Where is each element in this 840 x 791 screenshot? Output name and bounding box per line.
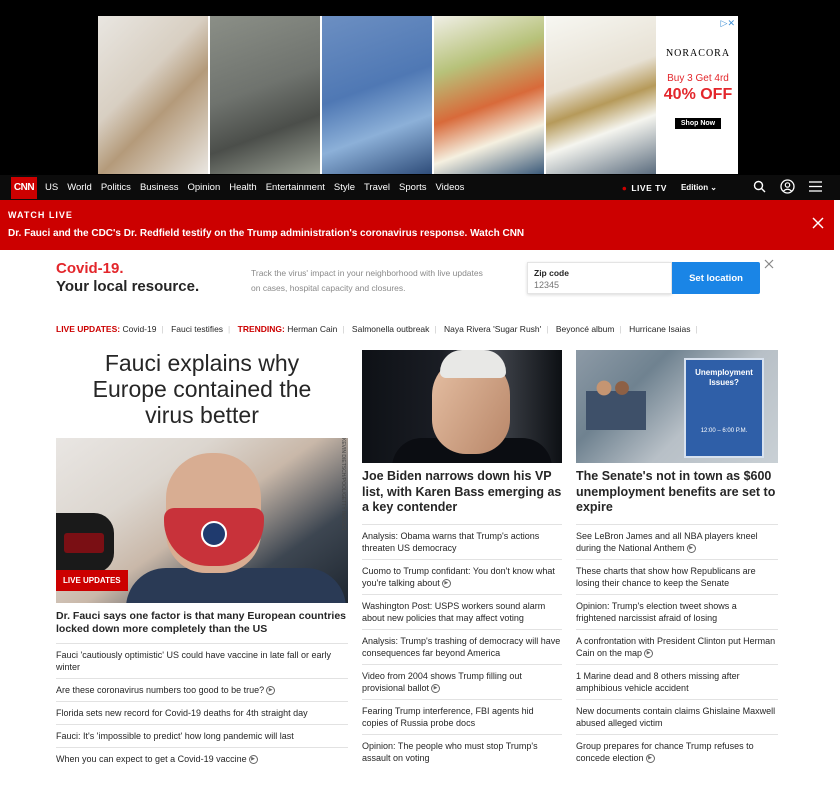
nav-links bbox=[45, 182, 473, 193]
nav-link-business[interactable]: Business bbox=[139, 182, 179, 193]
list-item[interactable] bbox=[362, 525, 562, 560]
video-play-icon: ▶ bbox=[646, 754, 655, 763]
nav-link-travel[interactable]: Travel bbox=[364, 182, 391, 193]
list-item-label[interactable]: These charts that show how Republicans are losing their chance to keep the Senate bbox=[576, 565, 756, 588]
sign-time: 12:00 – 6:00 P.M. bbox=[700, 428, 748, 434]
trending-link-fauci[interactable]: Fauci testifies bbox=[171, 324, 224, 334]
ad-deal: Buy 3 Get 4rd bbox=[667, 73, 729, 84]
story-headline[interactable]: Joe Biden narrows down his VP list, with Karen Bass emerging as a key contender bbox=[362, 469, 562, 525]
list-item-label[interactable]: Florida sets new record for Covid-19 deaths for 4th straight day bbox=[56, 708, 308, 718]
list-item-label[interactable]: See LeBron James and all NBA players kneel during the National Anthem bbox=[576, 530, 758, 553]
story-list bbox=[576, 525, 778, 769]
trending-link-cain[interactable]: Herman Cain bbox=[287, 324, 338, 334]
list-item-label[interactable]: Analysis: Trump's trashing of democracy will have consequences far beyond America bbox=[362, 635, 561, 658]
cnn-logo[interactable]: CNN bbox=[11, 177, 37, 199]
list-item-label[interactable]: Fearing Trump interference, FBI agents hid copies of Russia probe docs bbox=[362, 705, 534, 728]
live-updates-label: LIVE UPDATES: bbox=[56, 324, 121, 334]
list-item[interactable] bbox=[56, 702, 348, 725]
account-icon[interactable] bbox=[780, 179, 795, 197]
trending-link-covid[interactable]: Covid-19 bbox=[122, 324, 157, 334]
ad-image-floral-shirt[interactable] bbox=[434, 16, 544, 174]
list-item[interactable] bbox=[56, 644, 348, 679]
list-item-label[interactable]: Group prepares for chance Trump refuses to concede election bbox=[576, 740, 754, 763]
video-play-icon: ▶ bbox=[249, 755, 258, 764]
list-item-label[interactable]: Analysis: Obama warns that Trump's actions threaten US democracy bbox=[362, 530, 540, 553]
lead-headline[interactable]: Fauci explains why Europe contained the virus better bbox=[92, 350, 312, 428]
people-shape bbox=[586, 370, 646, 430]
camera-display bbox=[64, 533, 104, 553]
divider: | bbox=[695, 324, 698, 334]
list-item[interactable] bbox=[576, 595, 778, 630]
list-item[interactable] bbox=[362, 630, 562, 665]
adchoices-icon[interactable]: ▷✕ bbox=[720, 18, 735, 28]
nav-link-style[interactable]: Style bbox=[333, 182, 355, 193]
trending-link-isaias[interactable]: Hurricane Isaias bbox=[629, 324, 691, 334]
list-item[interactable] bbox=[56, 725, 348, 748]
zip-code-box bbox=[527, 262, 672, 294]
mask-logo-icon bbox=[201, 521, 227, 547]
video-play-icon: ▶ bbox=[644, 649, 653, 658]
ad-image-sandals[interactable] bbox=[98, 16, 208, 174]
trending-bar bbox=[56, 324, 703, 334]
list-item[interactable] bbox=[576, 560, 778, 595]
watch-live-label: WATCH LIVE bbox=[8, 210, 73, 220]
covid-title: Covid-19. bbox=[56, 260, 124, 277]
ad-image-gray-top[interactable] bbox=[210, 16, 320, 174]
zip-code-label: Zip code bbox=[534, 268, 569, 278]
close-icon[interactable] bbox=[812, 216, 824, 234]
story-column-senate bbox=[576, 350, 778, 769]
nav-link-sports[interactable]: Sports bbox=[399, 182, 427, 193]
divider: | bbox=[161, 324, 164, 334]
list-item-label[interactable]: Fauci: It's 'impossible to predict' how long pandemic will last bbox=[56, 731, 294, 741]
list-item-label[interactable]: Washington Post: USPS workers sound alarm about new policies that may affect voting bbox=[362, 600, 546, 623]
trending-label: TRENDING: bbox=[237, 324, 285, 334]
list-item[interactable] bbox=[576, 665, 778, 700]
list-item-label[interactable]: 1 Marine dead and 8 others missing after amphibious vehicle accident bbox=[576, 670, 740, 693]
list-item[interactable] bbox=[362, 560, 562, 595]
nav-link-politics[interactable]: Politics bbox=[100, 182, 131, 193]
list-item-label[interactable]: A confrontation with President Clinton put Herman Cain on the map bbox=[576, 635, 776, 658]
ad-creative[interactable] bbox=[98, 16, 738, 174]
list-item[interactable] bbox=[362, 665, 562, 700]
lead-subhead[interactable]: Dr. Fauci says one factor is that many European countries locked down more completely than the US bbox=[56, 610, 348, 644]
list-item-label[interactable]: Cuomo to Trump confidant: You don't know what you're talking about bbox=[362, 565, 555, 588]
story-list bbox=[362, 525, 562, 769]
ad-brand: NORACORA bbox=[665, 48, 731, 59]
lead-image[interactable] bbox=[56, 438, 348, 603]
nav-link-world[interactable]: World bbox=[67, 182, 92, 193]
list-item-label[interactable]: Opinion: The people who must stop Trump's assault on voting bbox=[362, 740, 538, 763]
nav-right bbox=[622, 175, 822, 200]
trending-link-beyonce[interactable]: Beyoncé album bbox=[555, 324, 615, 334]
covid-description: Track the virus' impact in your neighborhood with live updates on cases, hospital capacity and closures. bbox=[251, 268, 483, 293]
video-play-icon: ▶ bbox=[431, 684, 440, 693]
ad-banner bbox=[0, 0, 840, 175]
menu-icon[interactable] bbox=[809, 180, 822, 195]
list-item[interactable] bbox=[362, 595, 562, 630]
nav-link-health[interactable]: Health bbox=[229, 182, 257, 193]
divider: | bbox=[619, 324, 622, 334]
ad-image-denim-dress[interactable] bbox=[322, 16, 432, 174]
zip-code-input[interactable] bbox=[534, 280, 654, 290]
divider: | bbox=[342, 324, 345, 334]
list-item[interactable] bbox=[576, 630, 778, 665]
story-headline[interactable]: The Senate's not in town as $600 unemployment benefits are set to expire bbox=[576, 469, 778, 525]
list-item-label[interactable]: When you can expect to get a Covid-19 vaccine bbox=[56, 754, 247, 764]
nav-link-us[interactable]: US bbox=[45, 182, 59, 193]
ad-shop-button[interactable]: Shop Now bbox=[675, 118, 721, 129]
list-item[interactable] bbox=[362, 700, 562, 735]
close-icon[interactable] bbox=[764, 258, 774, 272]
ad-copy bbox=[658, 16, 738, 174]
nav-link-videos[interactable]: Videos bbox=[435, 182, 465, 193]
list-item-label[interactable]: Opinion: Trump's election tweet shows a frightened narcissist afraid of losing bbox=[576, 600, 737, 623]
video-play-icon: ▶ bbox=[687, 544, 696, 553]
trending-link-naya[interactable]: Naya Rivera 'Sugar Rush' bbox=[444, 324, 542, 334]
nav-link-opinion[interactable]: Opinion bbox=[187, 182, 221, 193]
live-updates-badge[interactable]: LIVE UPDATES bbox=[56, 570, 128, 591]
lead-list bbox=[56, 644, 348, 770]
covid-subtitle: Your local resource. bbox=[56, 278, 200, 295]
sign-title: Unemployment Issues? bbox=[695, 368, 753, 387]
ad-discount: 40% OFF bbox=[663, 86, 733, 103]
senate-image[interactable] bbox=[576, 350, 778, 463]
list-item[interactable] bbox=[576, 735, 778, 769]
lead-column bbox=[56, 350, 348, 770]
edition-dropdown[interactable]: Edition ⌄ bbox=[680, 183, 717, 192]
list-item-label[interactable]: Fauci 'cautiously optimistic' US could have vaccine in late fall or early winter bbox=[56, 650, 332, 672]
list-item[interactable] bbox=[576, 700, 778, 735]
live-tv-label: LIVE TV bbox=[631, 182, 667, 193]
list-item[interactable] bbox=[362, 735, 562, 769]
list-item-label[interactable]: Video from 2004 shows Trump filling out provisional ballot bbox=[362, 670, 522, 693]
suit-shape bbox=[126, 568, 346, 603]
live-tv-link[interactable] bbox=[622, 183, 667, 193]
list-item[interactable] bbox=[56, 679, 348, 702]
nav-link-entertainment[interactable]: Entertainment bbox=[265, 182, 325, 193]
divider: | bbox=[546, 324, 549, 334]
photo-credit: KEVIN DIETSCH/POOL/GETTY IMAGES bbox=[340, 438, 346, 531]
search-icon[interactable] bbox=[753, 180, 766, 196]
list-item-label[interactable]: New documents contain claims Ghislaine Maxwell abused alleged victim bbox=[576, 705, 776, 728]
list-item[interactable] bbox=[576, 525, 778, 560]
divider: | bbox=[228, 324, 231, 334]
watch-live-text[interactable]: Dr. Fauci and the CDC's Dr. Redfield testify on the Trump administration's coronavirus response. Watch CNN bbox=[8, 228, 525, 239]
biden-image[interactable] bbox=[362, 350, 562, 463]
unemployment-sign bbox=[684, 358, 764, 458]
list-item[interactable] bbox=[56, 748, 348, 770]
set-location-button[interactable]: Set location bbox=[672, 262, 760, 294]
live-dot-icon: ● bbox=[621, 182, 628, 193]
divider: | bbox=[434, 324, 437, 334]
video-play-icon: ▶ bbox=[442, 579, 451, 588]
video-play-icon: ▶ bbox=[266, 686, 275, 695]
top-nav bbox=[0, 175, 840, 200]
covid-local-module bbox=[0, 250, 840, 308]
story-column-biden bbox=[362, 350, 562, 769]
hair-shape bbox=[440, 350, 506, 378]
list-item-label[interactable]: Are these coronavirus numbers too good to be true? bbox=[56, 685, 265, 695]
ad-image-bee-tee[interactable] bbox=[546, 16, 656, 174]
watch-live-bar[interactable] bbox=[0, 200, 834, 250]
trending-link-salmonella[interactable]: Salmonella outbreak bbox=[351, 324, 430, 334]
